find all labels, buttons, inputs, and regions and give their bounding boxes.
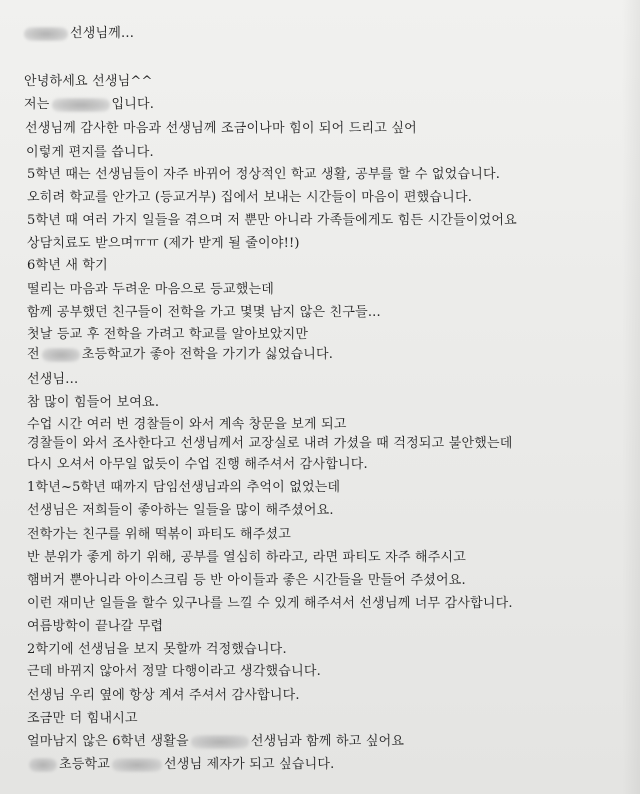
letter-line: 선생님은 저희들이 좋아하는 일들을 많이 해주셨어요. [27,503,334,518]
letter-line: 상담치료도 받으며ㅠㅠ (제가 받게 될 줄이야!!) [27,236,300,251]
transfer-line [27,347,333,363]
redacted-school-name [42,348,80,362]
redacted-school [29,758,57,772]
closing-final-text: 선생님 제자가 되고 싶습니다. [164,757,335,772]
letter-line: 선생님께 감사한 마음과 선생님께 조금이나마 힘이 되어 드리고 싶어 [25,121,417,136]
transfer-text-pre: 전 [27,347,40,362]
redacted-student-name [52,98,110,112]
letter-line: 이런 재미난 일들을 할수 있구나를 느낄 수 있게 해주셔서 선생님께 너무 감사합니다. [27,596,513,611]
letter-line: 여름방학이 끝나갈 무렵 [27,619,164,634]
closing-line-2 [27,757,334,773]
letter-line: 선생님... [27,372,79,387]
letter-line: 선생님 우리 옆에 항상 계셔 주셔서 감사합니다. [27,688,300,703]
redacted-name [24,27,68,41]
letter-line: 다시 오셔서 아무일 없듯이 수업 진행 해주셔서 감사합니다. [27,457,368,472]
letter-line: 첫날 등교 후 전학을 가려고 학교를 알아보았지만 [27,327,309,342]
letter-line: 참 많이 힘들어 보여요. [27,395,160,410]
letter-line: 전학가는 친구를 위해 떡볶이 파티도 해주셨고 [27,527,292,542]
intro-text-pre: 저는 [24,97,50,112]
letter-line: 2학기에 선생님을 보지 못할까 걱정했습니다. [27,642,287,657]
letter-line: 떨리는 마음과 두려운 마음으로 등교했는데 [27,282,274,297]
letter-line: 이렇게 편지를 씁니다. [26,145,154,160]
closing-text-post: 선생님과 함께 하고 싶어요 [250,734,405,749]
letter-line: 근데 바뀌지 않아서 정말 다행이라고 생각했습니다. [27,664,321,679]
letter-line: 5학년 때 여러 가지 일들을 겪으며 저 뿐만 아니라 가족들에게도 힘든 시간들이었어요 [27,213,517,228]
intro-line [24,97,154,113]
letter-line: 함께 공부했던 친구들이 전학을 가고 몇몇 남지 않은 친구들... [27,305,381,320]
letter-line: 1학년~5학년 때까지 담임선생님과의 추억이 없었는데 [27,480,341,495]
letter-line: 경찰들이 와서 조사한다고 선생님께서 교장실로 내려 가셨을 때 걱정되고 불안했는데 [27,436,513,451]
intro-text-post: 입니다. [111,97,155,112]
letter-line: 반 분위가 좋게 하기 위해, 공부를 열심히 하라고, 라면 파티도 자주 해주시고 [27,550,467,565]
transfer-text-post: 초등학교가 좋아 전학을 가기가 싫었습니다. [81,347,334,362]
letter-line: 조금만 더 힘내시고 [27,711,138,726]
salutation-text: 선생님께... [70,26,135,41]
greeting-line: 안녕하세요 선생님^^ [24,74,153,89]
closing-line-1 [27,734,404,750]
redacted-teacher [112,758,162,772]
letter-line: 6학년 새 학기 [27,258,108,273]
closing-school-text: 초등학교 [59,757,111,772]
letter-line: 수업 시간 여러 번 경찰들이 와서 계속 창문을 보게 되고 [27,417,347,432]
letter-line: 햄버거 뿐아니라 아이스크림 등 반 아이들과 좋은 시간들을 만들어 주셨어요. [27,573,466,588]
letter-line: 오히려 학교를 안가고 (등교거부) 집에서 보내는 시간들이 마음이 편했습니다. [27,190,473,205]
salutation-line [22,26,134,42]
letter-line: 5학년 때는 선생님들이 자주 바뀌어 정상적인 학교 생활, 공부를 할 수 없었습니다. [27,167,501,182]
redacted-year [191,735,249,749]
closing-text-pre: 얼마남지 않은 6학년 생활을 [27,734,189,749]
paper-shadow [622,0,640,794]
